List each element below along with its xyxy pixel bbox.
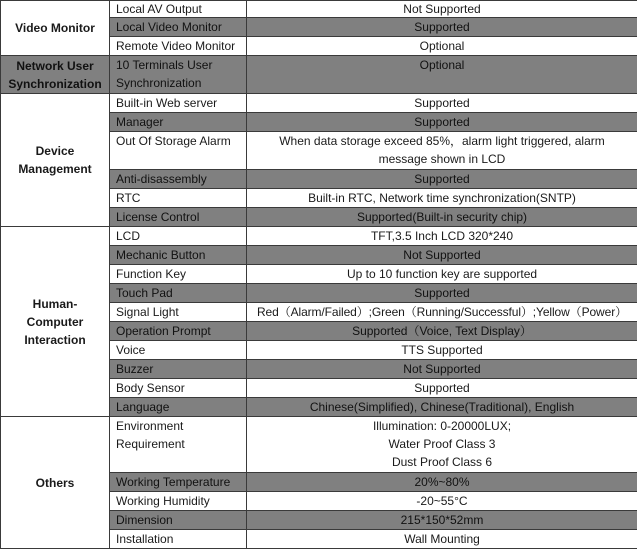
category-human-computer-interaction: Human- Computer Interaction xyxy=(1,227,110,417)
spec-item: Local AV Output xyxy=(110,1,247,18)
spec-item: Anti-disassembly xyxy=(110,170,247,189)
spec-value: When data storage exceed 85%，alarm light triggered, alarm message shown in LCD xyxy=(247,132,637,170)
table-row xyxy=(1,56,637,94)
spec-item: Remote Video Monitor xyxy=(110,37,247,56)
spec-item: Mechanic Button xyxy=(110,246,247,265)
spec-item: Dimension xyxy=(110,511,247,530)
spec-item: Voice xyxy=(110,341,247,360)
table-row xyxy=(1,227,637,246)
spec-value: Optional xyxy=(247,37,637,56)
spec-value: Up to 10 function key are supported xyxy=(247,265,637,284)
spec-item: Language xyxy=(110,398,247,417)
spec-item: Touch Pad xyxy=(110,284,247,303)
category-device-management: Device Management xyxy=(1,94,110,227)
spec-value: Optional xyxy=(247,56,637,94)
spec-value: Supported xyxy=(247,94,637,113)
spec-item: Installation xyxy=(110,530,247,549)
spec-item: Function Key xyxy=(110,265,247,284)
table-row xyxy=(1,417,637,473)
spec-item: Local Video Monitor xyxy=(110,18,247,37)
spec-value: Supported xyxy=(247,284,637,303)
spec-value: TFT,3.5 Inch LCD 320*240 xyxy=(247,227,637,246)
spec-value: Wall Mounting xyxy=(247,530,637,549)
spec-item: Out Of Storage Alarm xyxy=(110,132,247,170)
spec-table-body xyxy=(1,1,637,549)
spec-item: Body Sensor xyxy=(110,379,247,398)
spec-value: Not Supported xyxy=(247,246,637,265)
spec-value: 215*150*52mm xyxy=(247,511,637,530)
spec-item: Working Humidity xyxy=(110,492,247,511)
spec-item: Environment Requirement xyxy=(110,417,247,473)
table-row xyxy=(1,1,637,18)
category-network-user-sync: Network User Synchronization xyxy=(1,56,110,94)
category-others: Others xyxy=(1,417,110,549)
category-video-monitor: Video Monitor xyxy=(1,1,110,56)
spec-value: Red（Alarm/Failed）;Green（Running/Successful）;Yellow（Power） xyxy=(247,303,637,322)
spec-value: Not Supported xyxy=(247,360,637,379)
spec-value: Supported xyxy=(247,113,637,132)
spec-value: -20~55°C xyxy=(247,492,637,511)
spec-value: Built-in RTC, Network time synchronization(SNTP) xyxy=(247,189,637,208)
spec-item: Built-in Web server xyxy=(110,94,247,113)
spec-item: RTC xyxy=(110,189,247,208)
spec-value: Supported xyxy=(247,170,637,189)
spec-value: Supported(Built-in security chip) xyxy=(247,208,637,227)
spec-item: License Control xyxy=(110,208,247,227)
spec-value: Chinese(Simplified), Chinese(Traditional), English xyxy=(247,398,637,417)
spec-item: Manager xyxy=(110,113,247,132)
spec-value: Supported（Voice, Text Display） xyxy=(247,322,637,341)
spec-item: 10 Terminals User Synchronization xyxy=(110,56,247,94)
spec-value: TTS Supported xyxy=(247,341,637,360)
spec-item: Buzzer xyxy=(110,360,247,379)
spec-item: Operation Prompt xyxy=(110,322,247,341)
spec-value: Not Supported xyxy=(247,1,637,18)
spec-value: 20%~80% xyxy=(247,473,637,492)
spec-value: Supported xyxy=(247,379,637,398)
spec-item: Working Temperature xyxy=(110,473,247,492)
spec-value: Supported xyxy=(247,18,637,37)
spec-value: Illumination: 0-20000LUX; Water Proof Class 3 Dust Proof Class 6 xyxy=(247,417,637,473)
table-row xyxy=(1,94,637,113)
spec-item: Signal Light xyxy=(110,303,247,322)
spec-item: LCD xyxy=(110,227,247,246)
